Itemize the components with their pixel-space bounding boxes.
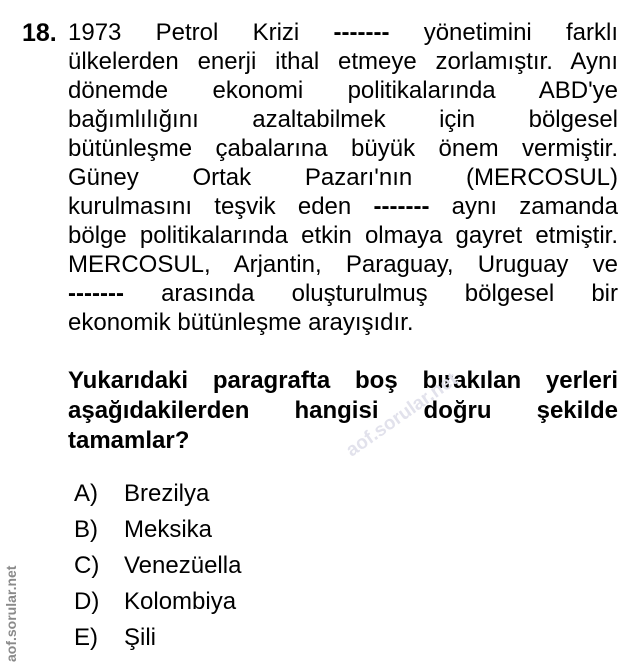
option-text: Brezilya <box>124 480 210 507</box>
option-c[interactable] <box>74 548 241 584</box>
question-number: 18. <box>22 19 57 47</box>
stem-line: bağımlılığını azaltabilmek için bölgesel <box>68 106 618 133</box>
option-b[interactable] <box>74 512 241 548</box>
option-letter: E) <box>74 624 98 651</box>
prompt-line: tamamlar? <box>68 427 190 454</box>
option-text: Şili <box>124 624 157 651</box>
watermark-side: aof.sorular.net <box>3 565 19 662</box>
stem-line: kurulmasını teşvik eden ------- aynı zamanda <box>68 193 618 220</box>
option-e[interactable] <box>74 620 241 656</box>
option-text: Venezüella <box>124 552 242 579</box>
prompt-line: aşağıdakilerden hangisi doğru şekilde <box>68 397 618 424</box>
blank-marker: ------- <box>333 19 390 46</box>
option-text: Meksika <box>124 516 213 543</box>
option-letter: D) <box>74 588 100 615</box>
option-text: Kolombiya <box>124 588 237 615</box>
stem-line: 1973 Petrol Krizi ------- yönetimini farklı <box>68 19 618 46</box>
prompt-line: Yukarıdaki paragrafta boş bırakılan yerleri <box>68 367 618 394</box>
watermark-diagonal: aof.sorular.net <box>342 368 462 462</box>
option-letter: C) <box>74 552 100 579</box>
option-letter: B) <box>74 516 98 543</box>
stem-line: ------- arasında oluşturulmuş bölgesel bir <box>68 280 618 307</box>
option-d[interactable] <box>74 584 241 620</box>
option-a[interactable] <box>74 476 241 512</box>
stem-line: bütünleşme çabalarına büyük önem vermiştir. <box>68 135 618 162</box>
stem-line: Güney Ortak Pazarı'nın (MERCOSUL) <box>68 164 618 191</box>
stem-line: bölge politikalarında etkin olmaya gayret etmiştir. <box>68 222 618 249</box>
stem-line: ekonomik bütünleşme arayışıdır. <box>68 309 414 336</box>
stem-line: dönemde ekonomi politikalarında ABD'ye <box>68 77 618 104</box>
stem-line: MERCOSUL, Arjantin, Paraguay, Uruguay ve <box>68 251 618 278</box>
blank-marker: ------- <box>68 280 124 307</box>
stem-line: ülkelerden enerji ithal etmeye zorlamıştır. Aynı <box>68 48 618 75</box>
option-letter: A) <box>74 480 98 507</box>
question-stem <box>68 18 618 337</box>
answer-options <box>74 476 241 656</box>
blank-marker: ------- <box>373 193 430 220</box>
